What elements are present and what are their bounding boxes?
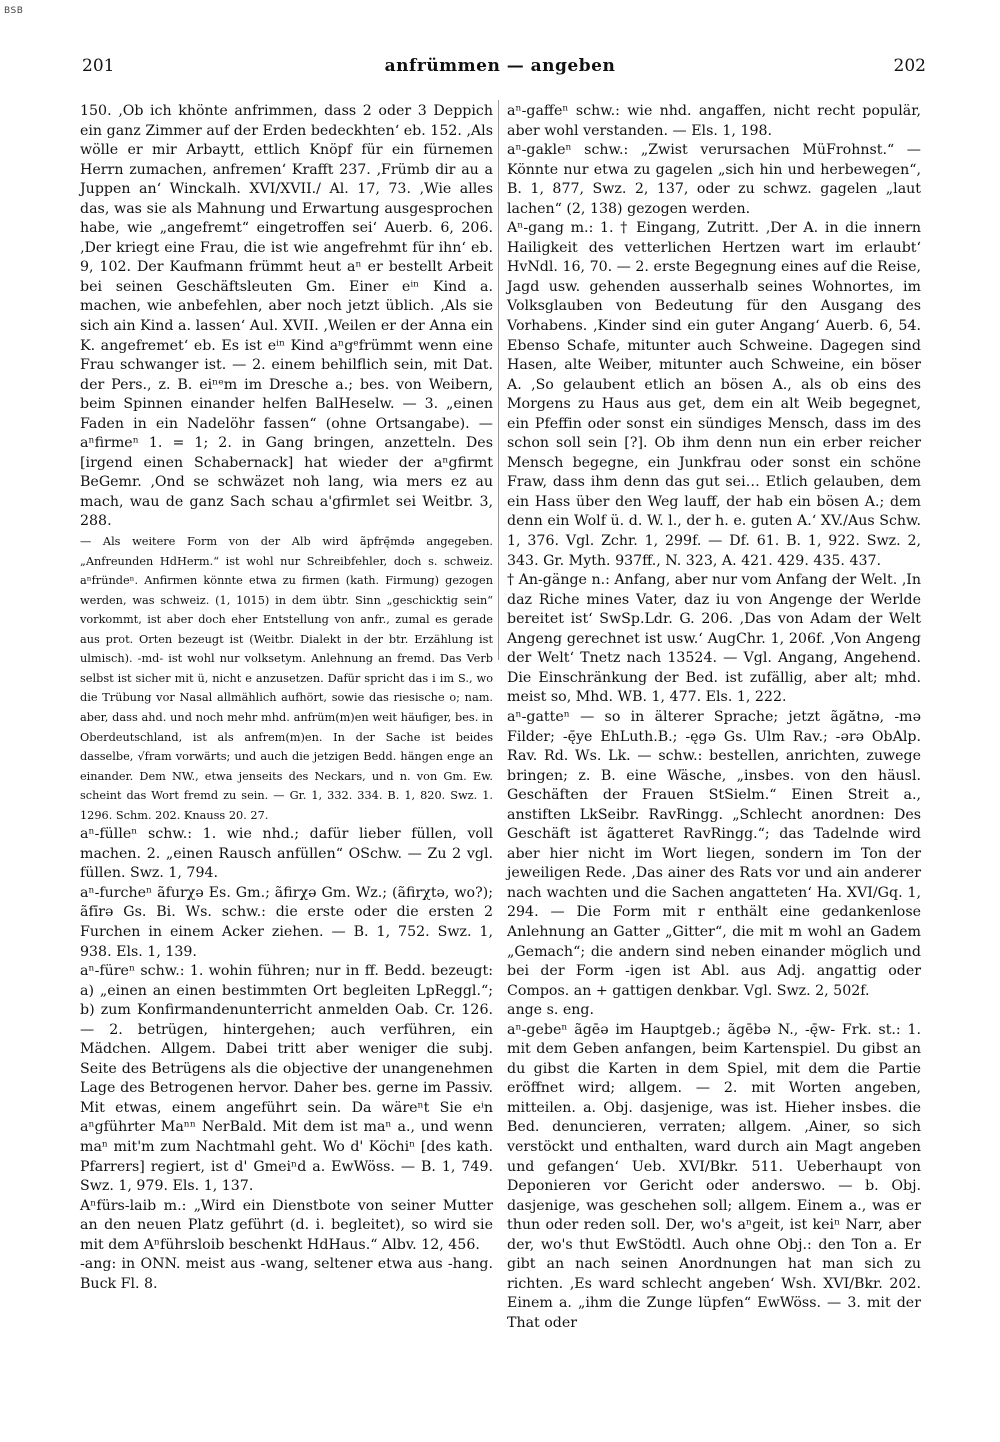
page-header bbox=[78, 56, 926, 82]
entry-ang: -ang: in ONN. meist aus -wang, seltener etwa aus -hang. Buck Fl. 8. bbox=[80, 1256, 493, 1292]
right-column bbox=[507, 102, 921, 1333]
entry-angatten: aⁿ-gatteⁿ — so in älterer Sprache; jetzt ãgătnə, -mə Filder; -ę̄ye EhLuth.B.; -ęgə Gs. Ulm Rav.; -ərə ObAlp. Rav. Rd. Ws. Lk. — schw.: bestellen, anrichten, zuwege bringen; z. B. eine Wäsche, „insbes. von den häusl. Geschäften der Frauen StSielm.“ Einen Streit a., anstiften LkSeibr. RavRingg. „Schlecht anordnen: Des Geschäft ist ãgatteret RavRingg.“; das Tadelnde wird aber hier nicht im Wort liegen, sondern im Ton der jeweiligen Rede. ‚Das ainer des Rats vor und ain anderer nach wachten und die Sachen angatteten‘ Ha. XVI/Gq. 1, 294. — Die Form mit r enthält eine gedankenlose Anlehnung an Gatter „Gitter“, die mit m wohl an Gadem „Gemach“; die andern sind neben einander möglich und bei der Form -igen ist Abl. aus Adj. angattig oder Compos. an + gattigen denkbar. Vgl. Swz. 2, 502f. bbox=[507, 708, 921, 999]
entry-anfurchen: aⁿ-furcheⁿ ãfurχə Es. Gm.; ãfirχə Gm. Wz.; (ãfirχtə, wo?); ãfīrə Gs. Bi. Ws. schw.: die erste oder die ersten 2 Furchen in einem Acker ziehen. — B. 1, 752. Swz. 1, 938. Els. 1, 139. bbox=[80, 884, 493, 960]
etymology-note-anfruemmen: — Als weitere Form von der Alb wird ãpfrę̄mdə angegeben. „Anfreunden HdHerm.“ ist wohl nur Schreibfehler, doch s. schweiz. aⁿfründeⁿ. Anfirmen könnte etwa zu firmen (kath. Firmung) gezogen werden, was schweiz. (1, 1015) in dem übtr. Sinn „geschicktig sein“ vorkommt, ist aber doch eher Entstellung von anfr., zumal es gerade aus prot. Orten bezeugt ist (Weitbr. Dialekt in der btr. Erzählung ist ulmisch). -md- ist wohl nur volksetym. Anlehnung an fremd. Das Verb selbst ist sicher mit ü, nicht e anzusetzen. Dafür spricht das i im S., wo die Trübung vor Nasal allmählich aufhört, sowie das riesische o; nam. aber, dass ahd. und noch mehr mhd. anfrüm(m)en weit häufiger, bes. in Oberdeutschland, ist als anfrem(m)en. In der Sache ist beides dasselbe, √fram vorwärts; und auch die jetzigen Bedd. hängen enge an einander. Dem NW., etwa jenseits des Neckars, und n. von Gm. Ew. scheint das Wort fremd zu sein. — Gr. 1, 332. 334. B. 1, 820. Swz. 1. 1296. Schm. 202. Knauss 20. 27. bbox=[80, 535, 493, 822]
left-column bbox=[80, 102, 493, 1294]
entry-anfuellen: aⁿ-fülleⁿ schw.: 1. wie nhd.; dafür lieber füllen, voll machen. 2. „einen Rausch anfüllen“ OSchw. — Zu 2 vgl. füllen. Swz. 1, 794. bbox=[80, 826, 493, 882]
entry-anfuers-laib: Aⁿfürs-laib m.: „Wird ein Dienstbote von seiner Mutter an den neuen Platz geführt (d. i. begleitet), so wird sie mit dem Aⁿführsloib beschenkt HdHaus.“ Albv. 12, 456. bbox=[80, 1197, 493, 1253]
running-title: anfrümmen — angeben bbox=[384, 56, 616, 76]
entry-anfueren: aⁿ-füreⁿ schw.: 1. wohin führen; nur in ff. Bedd. bezeugt: a) „einen an einen bestimmten Ort begleiten LpReggl.“; b) zum Konfirmandenunterricht anmelden Oab. Cr. 126. — 2. betrügen, hintergehen; auch verführen, ein Mädchen. Allgem. Dabei tritt aber weniger die subj. Seite des Betrügens als die objective der unangenehmen Lage des Betrogenen hervor. Daher bes. gerne im Passiv. Mit etwas, einem angeführt sein. Da wäreⁿt Sie eⁱn aⁿgführter Maⁿⁿ NerBald. Mit dem ist maⁿ a., und wenn maⁿ mit'm zum Nachtmahl geht. Wo d' Köchiⁿ [des kath. Pfarrers] regiert, ist d' Gmeiⁿd a. EwWöss. — B. 1, 749. Swz. 1, 979. Els. 1, 137. bbox=[80, 963, 493, 1195]
entry-anfruemmen-continued: 150. ‚Ob ich khönte anfrimmen, dass 2 oder 3 Deppich ein ganz Zimmer auf der Erden bedeckhten‘ eb. 152. ‚Als wölle er mir Arbaytt, ettlich Knöpf für ein fürnemen Herrn zumachen, anfremen‘ Krafft 237. ‚Frümb dir au a Juppen an‘ Winckalh. XVI/XVII./ Al. 17, 73. ‚Wie alles das, was sie als Mahnung und Erwartung ausgesprochen habe, wie „angefremt“ eingetroffen sei‘ Auerb. 6, 206. ‚Der kriegt eine Frau, die ist wie angefrehmt für ihn‘ eb. 9, 102. Der Kaufmann frümmt heut aⁿ er bestellt Arbeit bei seinen Geschäftsleuten Gm. Einer eⁱⁿ Kind a. machen, wie anbefehlen, aber noch jetzt üblich. ‚Als sie sich ain Kind a. lassen‘ Aul. XVII. ‚Weilen er der Anna ein K. angefremet‘ eb. Es ist eⁱⁿ Kind aⁿgᵉfrümmt wenn eine Frau schwanger ist. — 2. einem behilflich sein, mit Dat. der Pers., z. B. eiⁿᵉm im Dresche a.; bes. von Weibern, beim Spinnen einander helfen BalHeselw. — 3. „einen Faden in ein Nadelöhr fassen“ (ohne Ortsangabe). — aⁿfirmeⁿ 1. = 1; 2. in Gang bringen, anzetteln. Des [irgend einen Schabernack] hat wieder der aⁿgfirmt BeGemr. ‚Ond se schwäzet noh lang, wia mers ez au mach, wau de ganz Sach schau a'gfirmlet sei Weitbr. 3, 288. bbox=[80, 103, 493, 530]
entry-angaenge: † An-gänge n.: Anfang, aber nur vom Anfang der Welt. ‚In daz Riche mines Vater, daz iu von Angenge der Werlde bereitet ist‘ SwSp.Ldr. G. 206. ‚Das von Adam der Welt Angeng gerechnet ist usw.‘ AugChr. 1, 206f. ‚Von Angeng der Welt‘ Tnetz nach 13524. — Vgl. Angang, Angehend. Die Einschränkung der Bed. ist zufällig, aber alt; mhd. meist so, Mhd. WB. 1, 477. Els. 1, 222. bbox=[507, 572, 921, 706]
column-divider bbox=[498, 100, 499, 660]
entry-angang: Aⁿ-gang m.: 1. † Eingang, Zutritt. ‚Der A. in die innern Hailigkeit des vetterlichen Hertzen wart im erlaubt‘ HvNdl. 16, 70. — 2. erste Begegnung eines auf die Reise, Jagd usw. gehenden ausserhalb seines Wohnortes, im Volksglauben von Bedeutung für den Ausgang des Vorhabens. ‚Kinder sind ein guter Angang‘ Auerb. 6, 54. Ebenso Schafe, mitunter auch Schweine. Dagegen sind Hasen, alte Weiber, mitunter auch Schweine, ein böser A. ‚So gelaubent etlich an bösen A., als ob eins des Morgens zu Haus aus get, dem ein alt Weib begegnet, ein Pfeffin oder sonst ein sündiges Mensch, dass im des schon soll sein [?]. Ob ihm denn nun ein erber reicher Mensch begegne, ein Junkfrau oder sonst ein schöne Fraw, dass ihm denn das gut sei… Etlich gelauben, dem ein Hass über den Weg lauff, der hab ein bösen A.; dem denn ein Wolf ü. d. W. l., der h. e. guten A.‘ XV./Aus Schw. 1, 376. Vgl. Zchr. 1, 299f. — Df. 61. B. 1, 922. Swz. 2, 343. Gr. Myth. 937ff., N. 323, A. 421. 429. 435. 437. bbox=[507, 220, 921, 569]
entry-ange: ange s. eng. bbox=[507, 1002, 595, 1019]
page-number-right: 202 bbox=[893, 56, 926, 76]
library-stamp: BSB bbox=[4, 6, 24, 16]
page-number-left: 201 bbox=[82, 56, 115, 76]
entry-angaklen: aⁿ-gakleⁿ schw.: „Zwist verursachen MüFrohnst.“ — Könnte nur etwa zu gagelen „sich hin und herbewegen“, B. 1, 877, Swz. 2, 137, oder zu schwz. gagelen „laut lachen“ (2, 138) gezogen werden. bbox=[507, 142, 921, 217]
entry-angeben: aⁿ-gebeⁿ ãgēə im Hauptgeb.; ãgēbə N., -ę̄w- Frk. st.: 1. mit dem Geben anfangen, beim Kartenspiel. Du gibst an du gibst die Karten in dem Spiel, mit dem die Partie eröffnet wird; allgem. — 2. mit Worten angeben, mitteilen. a. Obj. dasjenige, was ist. Hieher insbes. die Bed. denuncieren, verraten; allgem. ‚Ainer, so sich verstöckt und enthalten, ward durch ain Magt angeben und gefangen‘ Ueb. XVI/Bkr. 511. Ueberhaupt von Deponieren vor Gericht oder anderswo. — b. Obj. dasjenige, was geschehen soll; allgem. Einem a., was er thun oder reden soll. Der, wo's aⁿgeit, ist keiⁿ Narr, aber der, wo's thut EwStödtl. Auch ohne Obj.: den Ton a. Er gibt an nach seinen Anordnungen hat man sich zu richten. ‚Es ward schlecht angeben‘ Wsh. XVI/Bkr. 202. Einem a. „ihm die Zunge lüpfen“ EwWöss. — 3. mit der That oder bbox=[507, 1021, 921, 1331]
entry-angaffen: aⁿ-gaffeⁿ schw.: wie nhd. angaffen, nicht recht populär, aber wohl verstanden. — Els. 1, 198. bbox=[507, 103, 921, 139]
